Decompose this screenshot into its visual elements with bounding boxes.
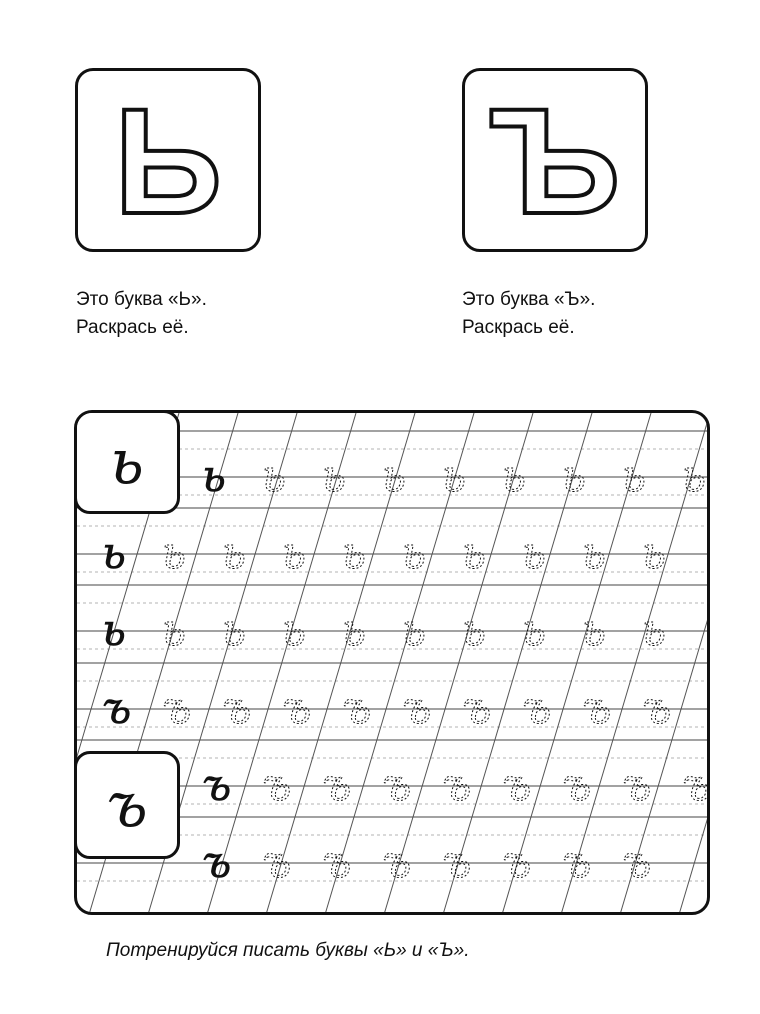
practice-letter-tracing: ь — [162, 605, 186, 656]
practice-letter-sample: ь — [202, 451, 226, 502]
practice-letter-tracing: ь — [622, 451, 646, 502]
svg-text:Ъ: Ъ — [489, 85, 621, 235]
practice-letter-tracing: ъ — [262, 760, 292, 811]
practice-letter-tracing: ь — [262, 451, 286, 502]
practice-letter-tracing: ъ — [502, 837, 532, 888]
caption-line: Раскрась её. — [76, 317, 189, 338]
practice-letter-tracing: ъ — [162, 683, 192, 734]
practice-letter-tracing: ъ — [562, 837, 592, 888]
practice-letter-tracing: ь — [562, 451, 586, 502]
outline-letter-hard-sign — [480, 85, 630, 235]
practice-letter-tracing: ь — [162, 528, 186, 579]
sample-letter-hard-sign: ъ — [106, 768, 148, 841]
letter-card-hard-sign — [462, 68, 648, 252]
practice-letter-tracing: ь — [462, 528, 486, 579]
practice-letter-tracing: ь — [502, 451, 526, 502]
practice-letter-tracing: ь — [382, 451, 406, 502]
practice-letter-tracing: ъ — [522, 683, 552, 734]
practice-letter-tracing: ь — [222, 528, 246, 579]
practice-letter-tracing: ъ — [282, 683, 312, 734]
practice-letter-tracing: ъ — [222, 683, 252, 734]
practice-letter-tracing: ъ — [442, 760, 472, 811]
practice-letter-tracing: ъ — [562, 760, 592, 811]
practice-letter-tracing: ь — [222, 605, 246, 656]
practice-letter-tracing: ь — [462, 605, 486, 656]
caption-hard-sign — [462, 286, 595, 342]
caption-soft-sign — [76, 286, 207, 342]
practice-letter-tracing: ь — [522, 528, 546, 579]
practice-letter-tracing: ь — [522, 605, 546, 656]
practice-letter-tracing: ь — [682, 451, 706, 502]
practice-letter-tracing: ъ — [262, 837, 292, 888]
practice-letter-tracing: ь — [582, 528, 606, 579]
practice-letter-tracing: ъ — [582, 683, 612, 734]
practice-letter-tracing: ь — [642, 528, 666, 579]
practice-letter-tracing: ь — [342, 605, 366, 656]
practice-letter-tracing: ъ — [642, 683, 672, 734]
practice-letter-tracing: ъ — [622, 760, 652, 811]
practice-letter-tracing: ь — [402, 528, 426, 579]
sample-card-soft-sign — [74, 410, 180, 514]
practice-letter-tracing: ъ — [442, 837, 472, 888]
practice-letter-sample: ъ — [202, 837, 232, 888]
caption-line: Это буква «Ъ». — [462, 289, 596, 310]
sample-letter-soft-sign: ь — [110, 425, 144, 498]
practice-letter-sample: ь — [102, 528, 126, 579]
practice-letter-tracing: ъ — [622, 837, 652, 888]
practice-letter-tracing: ъ — [462, 683, 492, 734]
practice-letter-tracing: ъ — [382, 760, 412, 811]
practice-letter-tracing: ь — [642, 605, 666, 656]
practice-letter-tracing: ъ — [322, 760, 352, 811]
practice-letter-tracing: ъ — [402, 683, 432, 734]
handwriting-practice-grid — [74, 410, 710, 915]
practice-letter-tracing: ь — [582, 605, 606, 656]
practice-letter-tracing: ъ — [382, 837, 412, 888]
instruction-text: Потренируйся писать буквы «Ь» и «Ъ». — [106, 940, 470, 961]
practice-letter-tracing: ь — [282, 528, 306, 579]
letter-card-soft-sign — [75, 68, 261, 252]
practice-letter-sample: ъ — [202, 760, 232, 811]
svg-text:Ь: Ь — [114, 85, 222, 235]
caption-line: Раскрась её. — [462, 317, 575, 338]
practice-letter-tracing: ь — [442, 451, 466, 502]
practice-letter-tracing: ъ — [682, 760, 712, 811]
sample-card-hard-sign — [74, 751, 180, 859]
caption-line: Это буква «Ь». — [76, 289, 207, 310]
practice-letter-sample: ь — [102, 605, 126, 656]
outline-letter-soft-sign — [93, 85, 243, 235]
practice-letter-tracing: ь — [342, 528, 366, 579]
practice-letter-tracing: ъ — [322, 837, 352, 888]
practice-letter-tracing: ъ — [342, 683, 372, 734]
practice-letter-tracing: ъ — [502, 760, 532, 811]
practice-letter-tracing: ь — [402, 605, 426, 656]
practice-letter-tracing: ь — [322, 451, 346, 502]
practice-letter-sample: ъ — [102, 683, 132, 734]
practice-letter-tracing: ь — [282, 605, 306, 656]
